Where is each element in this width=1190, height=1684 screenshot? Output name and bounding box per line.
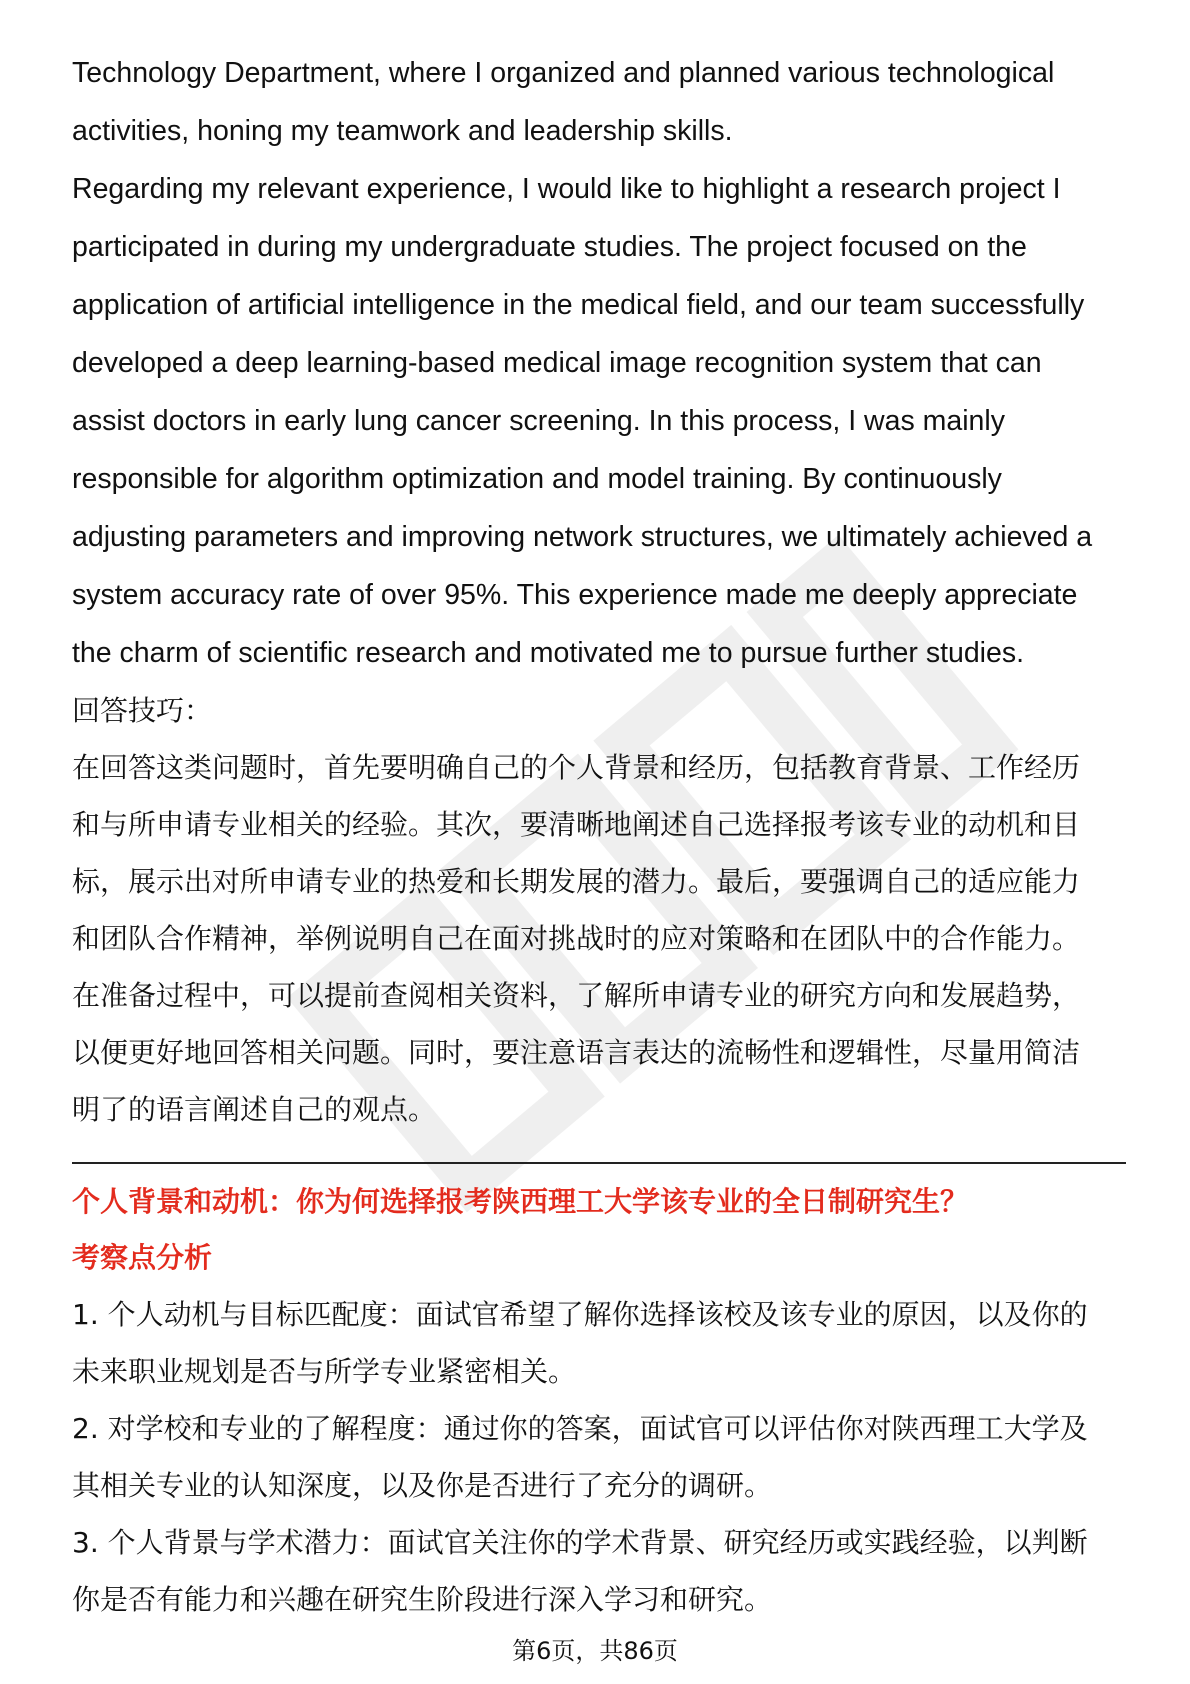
text-line: 明了的语言阐述自己的观点。 bbox=[72, 1093, 437, 1126]
analysis-line: 你是否有能力和兴趣在研究生阶段进行深入学习和研究。 bbox=[72, 1583, 773, 1616]
text-line: developed a deep learning-based medical image recognition system that can bbox=[72, 347, 1042, 379]
text-line: responsible for algorithm optimization and model training. By continuously bbox=[72, 463, 1002, 495]
text-line: 在回答这类问题时，首先要明确自己的个人背景和经历，包括教育背景、工作经历 bbox=[72, 751, 1081, 784]
text-line: 标，展示出对所申请专业的热爱和长期发展的潜力。最后，要强调自己的适应能力 bbox=[72, 865, 1081, 898]
page-number: 第6页，共86页 bbox=[512, 1637, 678, 1665]
text-line: Regarding my relevant experience, I would like to highlight a research project I bbox=[72, 173, 1061, 205]
text-line: activities, honing my teamwork and leadership skills. bbox=[72, 115, 733, 147]
analysis-line: 1. 个人动机与目标匹配度：面试官希望了解你选择该校及该专业的原因，以及你的 bbox=[72, 1298, 1088, 1331]
text-line: application of artificial intelligence in the medical field, and our team successfully bbox=[72, 289, 1085, 321]
text-line: 在准备过程中，可以提前查阅相关资料，了解所申请专业的研究方向和发展趋势， bbox=[72, 979, 1081, 1012]
analysis-line: 2. 对学校和专业的了解程度：通过你的答案，面试官可以评估你对陕西理工大学及 bbox=[72, 1412, 1088, 1445]
tips-label: 回答技巧： bbox=[72, 694, 213, 727]
question-heading: 个人背景和动机：你为何选择报考陕西理工大学该专业的全日制研究生？ bbox=[72, 1185, 969, 1218]
section-divider bbox=[72, 1162, 1126, 1164]
text-line: 以便更好地回答相关问题。同时，要注意语言表达的流畅性和逻辑性，尽量用简洁 bbox=[72, 1036, 1081, 1069]
text-line: 和与所申请专业相关的经验。其次，要清晰地阐述自己选择报考该专业的动机和目 bbox=[72, 808, 1081, 841]
analysis-line: 未来职业规划是否与所学专业紧密相关。 bbox=[72, 1355, 577, 1388]
text-line: system accuracy rate of over 95%. This experience made me deeply appreciate bbox=[72, 579, 1078, 611]
text-line: Technology Department, where I organized and planned various technological bbox=[72, 57, 1055, 89]
page-body bbox=[72, 44, 1126, 1138]
analysis-line: 其相关专业的认知深度，以及你是否进行了充分的调研。 bbox=[72, 1469, 773, 1502]
text-line: adjusting parameters and improving network structures, we ultimately achieved a bbox=[72, 521, 1093, 553]
analysis-heading: 考察点分析 bbox=[72, 1241, 213, 1274]
text-line: 和团队合作精神，举例说明自己在面对挑战时的应对策略和在团队中的合作能力。 bbox=[72, 922, 1081, 955]
question-section bbox=[72, 1174, 1126, 1628]
text-line: assist doctors in early lung cancer screening. In this process, I was mainly bbox=[72, 405, 1005, 437]
text-line: the charm of scientific research and motivated me to pursue further studies. bbox=[72, 637, 1025, 669]
text-line: participated in during my undergraduate studies. The project focused on the bbox=[72, 231, 1027, 263]
analysis-line: 3. 个人背景与学术潜力：面试官关注你的学术背景、研究经历或实践经验，以判断 bbox=[72, 1526, 1088, 1559]
